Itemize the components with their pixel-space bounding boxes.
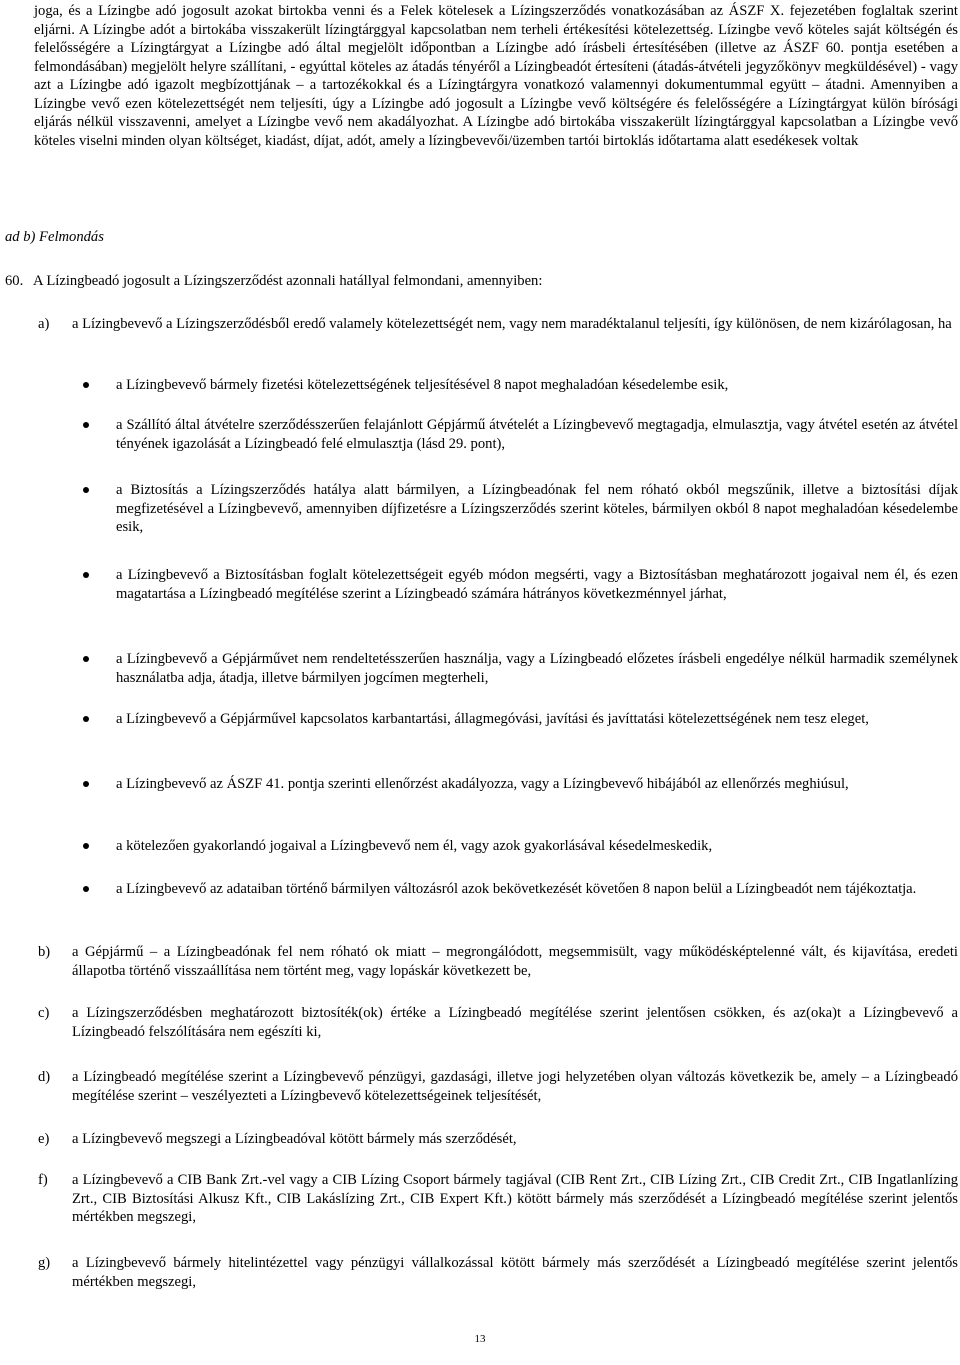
bullet-text: a Lízingbevevő az ÁSZF 41. pontja szerinti ellenőrzést akadályozza, vagy a Lízingbevevő hibájából az ellenőrzés meghiúsul,	[116, 776, 849, 792]
item-letter: d)	[38, 1069, 51, 1085]
list-item-g	[38, 1254, 958, 1291]
item-text: a Lízingbevevő a Lízingszerződésből eredő valamely kötelezettségét nem, vagy nem maradéktalanul teljesíti, így különösen, de nem kizárólagosan, ha	[72, 316, 952, 332]
bullet-icon	[83, 572, 89, 578]
list-item-d	[38, 1068, 958, 1105]
intro-paragraph: joga, és a Lízingbe adó jogosult azokat birtokba venni és a Felek kötelesek a Lízingszerződés vonatkozásában az ÁSZF X. fejezetében foglaltak szerint eljárni. A Lízingbe adót a birtokába visszakerült lízingtárggyal kapcsolatban nem terheli értékesítési kötelezettség. Lízingbe vevő köteles saját költségén és felelősségére a Lízingtárgyat a Lízingbe adó által megjelölt időpontban a Lízingbe adó írásbeli értesítésében (illetve az ÁSZF 60. pontja esetében a felmondásában) megjelölt helyre szállítani, - egyúttal köteles az átadás tényéről a Lízingbeadót értesíteni (átadás-átvételi jegyzőkönyv megküldésével) - vagy azt a Lízingbe adó igazolt megbízottjának – a tartozékokkal és a Lízingtárgyra vonatkozó valamennyi dokumentummal együtt – átadni. Amennyiben a Lízingbe vevő ezen kötelezettségét nem teljesíti, úgy a Lízingbe adó jogosult a Lízingbe vevő költségére és felelősségére a Lízingtárgyat külön bírósági eljárás nélkül visszavenni, amelyet a Lízingbe vevő nem akadályozhat. A Lízingbe adó birtokába visszakerült lízingtárggyal kapcsolatban a Lízingbe vevő köteles viselni minden olyan költséget, kiadást, díjat, adót, amely a lízingbevevői/üzemben tartói birtoklás időtartama alatt esedékesek voltak	[34, 3, 958, 149]
bullet-text: a kötelezően gyakorlandó jogaival a Lízingbevevő nem él, vagy azok gyakorlásával késedelmeskedik,	[116, 838, 713, 854]
list-item-e	[38, 1130, 958, 1149]
item-letter: b)	[38, 944, 51, 960]
bullet-item	[80, 775, 958, 794]
bullet-item	[80, 566, 958, 603]
bullet-item	[80, 880, 958, 899]
clause-text: A Lízingbeadó jogosult a Lízingszerződést azonnali hatállyal felmondani, amennyiben:	[33, 273, 543, 289]
item-letter: f)	[38, 1172, 48, 1188]
bullet-text: a Lízingbevevő a Gépjárművel kapcsolatos karbantartási, állagmegóvási, javítási és javíttatási kötelezettségének nem tesz eleget,	[116, 711, 869, 727]
bullet-item	[80, 837, 958, 856]
bullet-text: a Lízingbevevő a Biztosításban foglalt kötelezettségeit egyéb módon megsérti, vagy a Biztosításban meghatározott jogaival nem él, és ezen magatartása a Lízingbeadó megítélése szerint a Lízingbeadó számára hátrányos következménnyel járhat,	[116, 567, 958, 602]
item-text: a Gépjármű – a Lízingbeadónak fel nem róható ok miatt – megrongálódott, megsemmisült, vagy működésképtelenné vált, és kijavítása, eredeti állapotba történő visszaállítása nem történt meg, vagy lopáskár következett be,	[72, 944, 958, 979]
list-item-f	[38, 1171, 958, 1227]
bullet-text: a Lízingbevevő az adataiban történő bármilyen változásról azok bekövetkezését követően 8 napon belül a Lízingbeadót nem tájékoztatja.	[116, 881, 917, 897]
bullet-item	[80, 376, 958, 395]
bullet-icon	[83, 656, 89, 662]
item-text: a Lízingbevevő megszegi a Lízingbeadóval kötött bármely más szerződését,	[72, 1131, 517, 1147]
bullet-icon	[83, 843, 89, 849]
page-number: 13	[474, 1333, 486, 1345]
section-heading: ad b) Felmondás	[5, 229, 104, 245]
item-letter: e)	[38, 1131, 50, 1147]
bullet-icon	[83, 781, 89, 787]
clause-60	[5, 272, 945, 291]
item-text: a Lízingbevevő a CIB Bank Zrt.-vel vagy a CIB Lízing Csoport bármely tagjával (CIB Rent Zrt., CIB Lízing Zrt., CIB Credit Zrt., CIB Ingatlanlízing Zrt., CIB Biztosítási Alkusz Kft., CIB Lakáslízing Zrt., CIB Expert Kft.) kötött bármely más szerződését a Lízingbeadó megítélése szerint jelentős mértékben megszegi,	[72, 1172, 958, 1225]
bullet-icon	[83, 382, 89, 388]
list-item-a	[38, 315, 958, 334]
bullet-item	[80, 481, 958, 537]
bullet-item	[80, 710, 958, 729]
bullet-text: a Lízingbevevő bármely fizetési kötelezettségének teljesítésével 8 napot meghaladóan késedelembe esik,	[116, 377, 729, 393]
bullet-text: a Szállító által átvételre szerződésszerűen felajánlott Gépjármű átvételét a Lízingbevevő megtagadja, elmulasztja, vagy átvétel esetén az átvétel tényének igazolását a Lízingbeadó felé elmulasztja (lásd 29. pont),	[116, 417, 958, 452]
list-item-b	[38, 943, 958, 980]
list-item-c	[38, 1004, 958, 1041]
item-letter: g)	[38, 1255, 51, 1271]
clause-number: 60.	[5, 273, 24, 289]
bullet-icon	[83, 422, 89, 428]
item-letter: c)	[38, 1005, 50, 1021]
bullet-icon	[83, 487, 89, 493]
bullet-icon	[83, 886, 89, 892]
item-letter: a)	[38, 316, 50, 332]
item-text: a Lízingbevevő bármely hitelintézettel vagy pénzügyi vállalkozással kötött bármely más szerződését a Lízingbeadó megítélése szerint jelentős mértékben megszegi,	[72, 1255, 958, 1290]
bullet-item	[80, 416, 958, 453]
bullet-item	[80, 650, 958, 687]
bullet-text: a Biztosítás a Lízingszerződés hatálya alatt bármilyen, a Lízingbeadónak fel nem róható okból megszűnik, illetve a biztosítási díjak megfizetésével a Lízingbevevő, amennyiben díjfizetésre a Lízingszerződés szerint köteles, bármilyen okból 8 napot meghaladóan késedelembe esik,	[116, 482, 958, 535]
item-text: a Lízingszerződésben meghatározott biztosíték(ok) értéke a Lízingbeadó megítélése szerint jelentősen csökken, és az(oka)t a Lízingbevevő a Lízingbeadó felszólítására nem egészíti ki,	[72, 1005, 958, 1040]
item-text: a Lízingbeadó megítélése szerint a Lízingbevevő pénzügyi, gazdasági, illetve jogi helyzetében olyan változás következik be, amely – a Lízingbeadó megítélése szerint – veszélyezteti a Lízingbevevő kötelezettségeinek teljesítését,	[72, 1069, 958, 1104]
bullet-text: a Lízingbevevő a Gépjárművet nem rendeltetésszerűen használja, vagy a Lízingbeadó előzetes írásbeli engedélye nélkül harmadik személynek használatba adja, átadja, illetve bármilyen jogcímen megterheli,	[116, 651, 958, 686]
bullet-icon	[83, 716, 89, 722]
